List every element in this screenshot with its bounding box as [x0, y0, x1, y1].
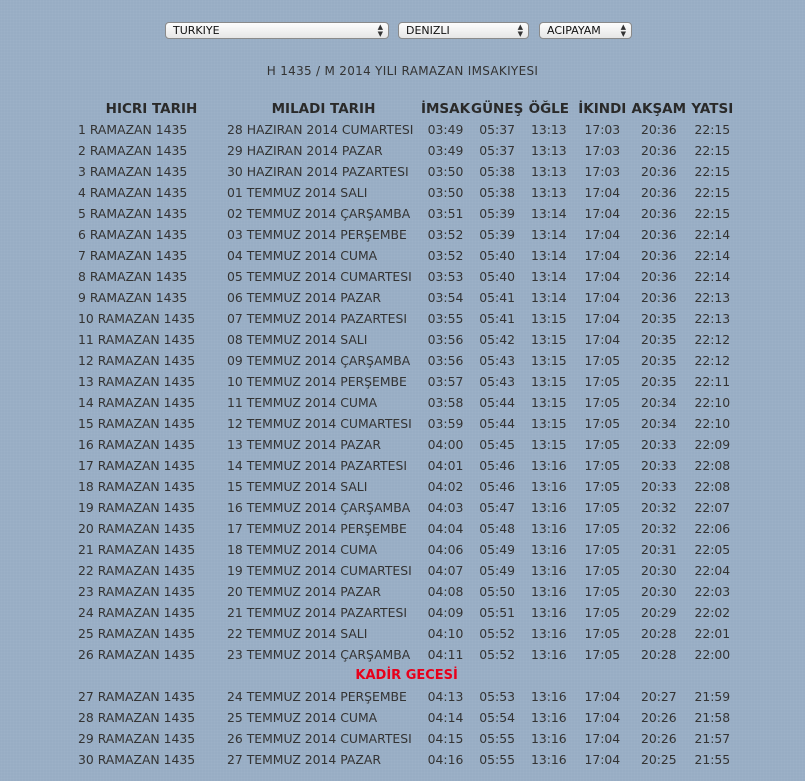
miladi-date: 06 TEMMUZ 2014 PAZAR	[227, 290, 381, 305]
time-gunes: 05:52	[479, 647, 515, 662]
miladi-date: 12 TEMMUZ 2014 CUMARTESI	[227, 416, 412, 431]
time-ogle: 13:16	[530, 458, 567, 473]
time-ikindi: 17:03	[584, 122, 621, 137]
miladi-date: 11 TEMMUZ 2014 CUMA	[227, 395, 378, 410]
miladi-date: 20 TEMMUZ 2014 PAZAR	[227, 584, 381, 599]
time-imsak: 04:03	[427, 500, 464, 515]
miladi-date: 07 TEMMUZ 2014 PAZARTESI	[227, 311, 407, 326]
district-select[interactable]	[539, 22, 632, 39]
table-row	[76, 560, 737, 581]
miladi-date: 13 TEMMUZ 2014 PAZAR	[227, 437, 381, 452]
table-row	[76, 371, 737, 392]
hicri-date: 10 RAMAZAN 1435	[78, 311, 196, 326]
updown-arrows-icon: ▲ ▼	[517, 23, 523, 38]
miladi-date: 22 TEMMUZ 2014 SALI	[227, 626, 368, 641]
time-gunes: 05:44	[479, 395, 515, 410]
miladi-date: 19 TEMMUZ 2014 CUMARTESI	[227, 563, 412, 578]
hicri-date: 30 RAMAZAN 1435	[78, 752, 196, 767]
time-aksam: 20:30	[640, 563, 677, 578]
time-ogle: 13:13	[530, 164, 567, 179]
time-aksam: 20:31	[640, 542, 677, 557]
time-ikindi: 17:05	[584, 353, 621, 368]
time-imsak: 03:59	[427, 416, 464, 431]
table-row	[76, 686, 737, 707]
time-aksam: 20:36	[640, 143, 677, 158]
table-row	[76, 119, 737, 140]
time-aksam: 20:30	[640, 584, 677, 599]
time-aksam: 20:26	[640, 731, 677, 746]
time-ogle: 13:13	[530, 122, 567, 137]
time-yatsi: 21:58	[694, 710, 731, 725]
time-yatsi: 22:15	[694, 122, 731, 137]
header-miladi: MILADI TARIH	[271, 101, 376, 117]
time-yatsi: 22:14	[694, 227, 731, 242]
hicri-date: 6 RAMAZAN 1435	[78, 227, 188, 242]
time-gunes: 05:39	[479, 206, 515, 221]
time-ikindi: 17:03	[584, 164, 621, 179]
miladi-date: 28 HAZIRAN 2014 CUMARTESI	[227, 122, 414, 137]
time-ogle: 13:14	[530, 227, 567, 242]
time-imsak: 03:50	[427, 164, 464, 179]
time-gunes: 05:40	[479, 248, 515, 263]
time-imsak: 03:52	[427, 248, 464, 263]
time-yatsi: 21:55	[694, 752, 731, 767]
time-ikindi: 17:04	[584, 731, 621, 746]
time-aksam: 20:35	[640, 311, 677, 326]
time-aksam: 20:36	[640, 290, 677, 305]
time-ogle: 13:14	[530, 269, 567, 284]
hicri-date: 11 RAMAZAN 1435	[78, 332, 196, 347]
time-yatsi: 22:09	[694, 437, 731, 452]
time-gunes: 05:37	[479, 122, 515, 137]
district-select-value: ACIPAYAM	[547, 24, 601, 37]
time-ikindi: 17:05	[584, 416, 621, 431]
hicri-date: 27 RAMAZAN 1435	[78, 689, 196, 704]
time-yatsi: 22:14	[694, 269, 731, 284]
time-ikindi: 17:04	[584, 311, 621, 326]
time-imsak: 03:54	[427, 290, 464, 305]
time-ogle: 13:16	[530, 689, 567, 704]
time-yatsi: 22:15	[694, 143, 731, 158]
miladi-date: 21 TEMMUZ 2014 PAZARTESI	[227, 605, 407, 620]
time-aksam: 20:36	[640, 248, 677, 263]
hicri-date: 28 RAMAZAN 1435	[78, 710, 196, 725]
time-yatsi: 22:03	[694, 584, 731, 599]
time-gunes: 05:38	[479, 164, 515, 179]
time-imsak: 03:49	[427, 143, 464, 158]
table-row	[76, 266, 737, 287]
time-imsak: 04:09	[427, 605, 464, 620]
country-select-value: TURKIYE	[173, 24, 220, 37]
header-ikindi: İKINDI	[578, 101, 627, 117]
time-gunes: 05:41	[479, 290, 515, 305]
time-imsak: 03:52	[427, 227, 464, 242]
time-yatsi: 22:07	[694, 500, 731, 515]
hicri-date: 13 RAMAZAN 1435	[78, 374, 196, 389]
time-yatsi: 22:10	[694, 395, 731, 410]
hicri-date: 5 RAMAZAN 1435	[78, 206, 188, 221]
miladi-date: 10 TEMMUZ 2014 PERŞEMBE	[227, 374, 407, 389]
hicri-date: 21 RAMAZAN 1435	[78, 542, 196, 557]
table-row	[76, 350, 737, 371]
time-yatsi: 22:08	[694, 458, 731, 473]
table-row	[76, 749, 737, 770]
miladi-date: 03 TEMMUZ 2014 PERŞEMBE	[227, 227, 407, 242]
table-row	[76, 308, 737, 329]
miladi-date: 08 TEMMUZ 2014 SALI	[227, 332, 368, 347]
time-ogle: 13:16	[530, 479, 567, 494]
time-ikindi: 17:04	[584, 290, 621, 305]
table-row	[76, 644, 737, 665]
time-imsak: 04:04	[427, 521, 464, 536]
time-ikindi: 17:05	[584, 626, 621, 641]
time-gunes: 05:42	[479, 332, 515, 347]
time-aksam: 20:33	[640, 479, 677, 494]
time-gunes: 05:47	[479, 500, 515, 515]
time-ogle: 13:16	[530, 521, 567, 536]
time-gunes: 05:37	[479, 143, 515, 158]
time-ogle: 13:16	[530, 584, 567, 599]
time-gunes: 05:43	[479, 353, 515, 368]
hicri-date: 29 RAMAZAN 1435	[78, 731, 196, 746]
time-imsak: 04:01	[427, 458, 464, 473]
time-imsak: 03:58	[427, 395, 464, 410]
time-imsak: 04:00	[427, 437, 464, 452]
time-ikindi: 17:04	[584, 227, 621, 242]
time-imsak: 03:56	[427, 353, 464, 368]
time-imsak: 04:06	[427, 542, 464, 557]
time-ogle: 13:16	[530, 731, 567, 746]
time-ikindi: 17:05	[584, 521, 621, 536]
table-row	[76, 329, 737, 350]
hicri-date: 3 RAMAZAN 1435	[78, 164, 188, 179]
time-aksam: 20:29	[640, 605, 677, 620]
time-ogle: 13:16	[530, 647, 567, 662]
hicri-date: 9 RAMAZAN 1435	[78, 290, 188, 305]
time-ogle: 13:14	[530, 248, 567, 263]
table-row	[76, 518, 737, 539]
table-row	[76, 707, 737, 728]
page-title: H 1435 / M 2014 YILI RAMAZAN IMSAKIYESI	[266, 64, 539, 78]
time-ogle: 13:16	[530, 563, 567, 578]
time-yatsi: 22:11	[694, 374, 731, 389]
country-select[interactable]	[165, 22, 389, 39]
time-gunes: 05:48	[479, 521, 515, 536]
time-gunes: 05:44	[479, 416, 515, 431]
header-ogle: ÖĞLE	[528, 101, 569, 117]
time-aksam: 20:36	[640, 122, 677, 137]
time-ogle: 13:15	[530, 332, 567, 347]
time-yatsi: 22:08	[694, 479, 731, 494]
hicri-date: 14 RAMAZAN 1435	[78, 395, 196, 410]
hicri-date: 2 RAMAZAN 1435	[78, 143, 188, 158]
imsakiye-table	[76, 99, 737, 770]
hicri-date: 19 RAMAZAN 1435	[78, 500, 196, 515]
table-row	[76, 455, 737, 476]
location-selectors	[0, 22, 805, 41]
time-ogle: 13:16	[530, 626, 567, 641]
time-ogle: 13:16	[530, 710, 567, 725]
time-gunes: 05:49	[479, 563, 515, 578]
time-ogle: 13:16	[530, 500, 567, 515]
miladi-date: 23 TEMMUZ 2014 ÇARŞAMBA	[227, 647, 411, 662]
time-yatsi: 22:02	[694, 605, 731, 620]
table-header-row	[76, 99, 737, 119]
city-select-value: DENIZLI	[406, 24, 450, 37]
time-imsak: 03:56	[427, 332, 464, 347]
time-ikindi: 17:05	[584, 605, 621, 620]
time-imsak: 03:53	[427, 269, 464, 284]
time-aksam: 20:32	[640, 521, 677, 536]
hicri-date: 16 RAMAZAN 1435	[78, 437, 196, 452]
time-yatsi: 21:59	[694, 689, 731, 704]
time-yatsi: 22:13	[694, 311, 731, 326]
hicri-date: 24 RAMAZAN 1435	[78, 605, 196, 620]
time-ogle: 13:15	[530, 437, 567, 452]
kadir-gecesi-row	[76, 665, 737, 686]
time-aksam: 20:33	[640, 437, 677, 452]
time-aksam: 20:28	[640, 626, 677, 641]
time-imsak: 03:55	[427, 311, 464, 326]
hicri-date: 18 RAMAZAN 1435	[78, 479, 196, 494]
hicri-date: 22 RAMAZAN 1435	[78, 563, 196, 578]
table-row	[76, 413, 737, 434]
time-aksam: 20:34	[640, 416, 677, 431]
table-row	[76, 623, 737, 644]
time-aksam: 20:34	[640, 395, 677, 410]
miladi-date: 24 TEMMUZ 2014 PERŞEMBE	[227, 689, 407, 704]
miladi-date: 30 HAZIRAN 2014 PAZARTESI	[227, 164, 409, 179]
time-imsak: 04:14	[427, 710, 464, 725]
time-gunes: 05:51	[479, 605, 515, 620]
updown-arrows-icon: ▲ ▼	[620, 23, 626, 38]
time-ikindi: 17:05	[584, 458, 621, 473]
table-row	[76, 224, 737, 245]
time-ikindi: 17:04	[584, 185, 621, 200]
miladi-date: 16 TEMMUZ 2014 ÇARŞAMBA	[227, 500, 411, 515]
hicri-date: 15 RAMAZAN 1435	[78, 416, 196, 431]
time-yatsi: 22:15	[694, 164, 731, 179]
time-imsak: 04:16	[427, 752, 464, 767]
time-ogle: 13:15	[530, 311, 567, 326]
time-yatsi: 22:12	[694, 332, 731, 347]
time-yatsi: 22:04	[694, 563, 731, 578]
time-aksam: 20:26	[640, 710, 677, 725]
time-imsak: 03:49	[427, 122, 464, 137]
time-gunes: 05:41	[479, 311, 515, 326]
time-ogle: 13:14	[530, 206, 567, 221]
time-imsak: 04:07	[427, 563, 464, 578]
time-ogle: 13:15	[530, 395, 567, 410]
table-row	[76, 203, 737, 224]
time-aksam: 20:33	[640, 458, 677, 473]
time-imsak: 04:11	[427, 647, 464, 662]
time-ikindi: 17:05	[584, 584, 621, 599]
table-row	[76, 497, 737, 518]
time-ikindi: 17:05	[584, 542, 621, 557]
time-ikindi: 17:05	[584, 437, 621, 452]
time-ogle: 13:14	[530, 290, 567, 305]
header-imsak: İMSAK	[420, 101, 471, 117]
miladi-date: 18 TEMMUZ 2014 CUMA	[227, 542, 378, 557]
time-ogle: 13:13	[530, 185, 567, 200]
updown-arrows-icon: ▲ ▼	[377, 23, 383, 38]
time-gunes: 05:55	[479, 752, 515, 767]
time-ikindi: 17:05	[584, 647, 621, 662]
table-row	[76, 245, 737, 266]
time-ikindi: 17:03	[584, 143, 621, 158]
time-imsak: 03:51	[427, 206, 464, 221]
time-yatsi: 22:15	[694, 185, 731, 200]
header-gunes: GÜNEŞ	[471, 101, 524, 117]
time-gunes: 05:49	[479, 542, 515, 557]
time-yatsi: 22:12	[694, 353, 731, 368]
hicri-date: 7 RAMAZAN 1435	[78, 248, 188, 263]
miladi-date: 25 TEMMUZ 2014 CUMA	[227, 710, 378, 725]
time-aksam: 20:36	[640, 269, 677, 284]
time-yatsi: 22:10	[694, 416, 731, 431]
table-row	[76, 602, 737, 623]
miladi-date: 02 TEMMUZ 2014 ÇARŞAMBA	[227, 206, 411, 221]
time-ogle: 13:16	[530, 752, 567, 767]
time-aksam: 20:36	[640, 227, 677, 242]
time-gunes: 05:40	[479, 269, 515, 284]
table-row	[76, 161, 737, 182]
time-aksam: 20:25	[640, 752, 677, 767]
miladi-date: 09 TEMMUZ 2014 ÇARŞAMBA	[227, 353, 411, 368]
city-select[interactable]	[398, 22, 529, 39]
time-gunes: 05:50	[479, 584, 515, 599]
time-ogle: 13:15	[530, 353, 567, 368]
time-gunes: 05:38	[479, 185, 515, 200]
time-gunes: 05:45	[479, 437, 515, 452]
time-ikindi: 17:05	[584, 500, 621, 515]
time-gunes: 05:55	[479, 731, 515, 746]
miladi-date: 01 TEMMUZ 2014 SALI	[227, 185, 368, 200]
time-gunes: 05:43	[479, 374, 515, 389]
time-imsak: 04:02	[427, 479, 464, 494]
time-ikindi: 17:04	[584, 710, 621, 725]
time-gunes: 05:54	[479, 710, 515, 725]
header-yatsi: YATSI	[691, 101, 734, 117]
miladi-date: 26 TEMMUZ 2014 CUMARTESI	[227, 731, 412, 746]
table-row	[76, 581, 737, 602]
header-aksam: AKŞAM	[631, 101, 687, 117]
miladi-date: 15 TEMMUZ 2014 SALI	[227, 479, 368, 494]
miladi-date: 17 TEMMUZ 2014 PERŞEMBE	[227, 521, 407, 536]
time-ikindi: 17:04	[584, 248, 621, 263]
time-yatsi: 22:06	[694, 521, 731, 536]
time-gunes: 05:39	[479, 227, 515, 242]
table-row	[76, 539, 737, 560]
hicri-date: 23 RAMAZAN 1435	[78, 584, 196, 599]
hicri-date: 20 RAMAZAN 1435	[78, 521, 196, 536]
miladi-date: 14 TEMMUZ 2014 PAZARTESI	[227, 458, 407, 473]
time-aksam: 20:35	[640, 353, 677, 368]
time-aksam: 20:27	[640, 689, 677, 704]
table-row	[76, 434, 737, 455]
time-yatsi: 21:57	[694, 731, 731, 746]
time-ogle: 13:15	[530, 374, 567, 389]
time-yatsi: 22:00	[694, 647, 731, 662]
hicri-date: 4 RAMAZAN 1435	[78, 185, 188, 200]
time-yatsi: 22:15	[694, 206, 731, 221]
time-imsak: 04:15	[427, 731, 464, 746]
miladi-date: 27 TEMMUZ 2014 PAZAR	[227, 752, 381, 767]
time-ikindi: 17:04	[584, 206, 621, 221]
time-ikindi: 17:05	[584, 395, 621, 410]
miladi-date: 05 TEMMUZ 2014 CUMARTESI	[227, 269, 412, 284]
time-imsak: 04:13	[427, 689, 464, 704]
time-imsak: 03:57	[427, 374, 464, 389]
kadir-gecesi-label: KADİR GECESİ	[355, 668, 458, 683]
time-yatsi: 22:05	[694, 542, 731, 557]
time-ikindi: 17:04	[584, 689, 621, 704]
time-aksam: 20:35	[640, 332, 677, 347]
time-gunes: 05:46	[479, 479, 515, 494]
time-aksam: 20:35	[640, 374, 677, 389]
hicri-date: 25 RAMAZAN 1435	[78, 626, 196, 641]
time-ogle: 13:16	[530, 542, 567, 557]
time-gunes: 05:46	[479, 458, 515, 473]
time-ikindi: 17:04	[584, 752, 621, 767]
time-yatsi: 22:13	[694, 290, 731, 305]
time-imsak: 04:08	[427, 584, 464, 599]
time-aksam: 20:36	[640, 185, 677, 200]
time-ogle: 13:16	[530, 605, 567, 620]
time-ikindi: 17:04	[584, 269, 621, 284]
time-ogle: 13:13	[530, 143, 567, 158]
hicri-date: 17 RAMAZAN 1435	[78, 458, 196, 473]
table-body	[76, 119, 737, 770]
table-row	[76, 287, 737, 308]
time-yatsi: 22:01	[694, 626, 731, 641]
time-ikindi: 17:05	[584, 563, 621, 578]
time-yatsi: 22:14	[694, 248, 731, 263]
time-aksam: 20:32	[640, 500, 677, 515]
time-aksam: 20:36	[640, 206, 677, 221]
time-ikindi: 17:05	[584, 479, 621, 494]
table-row	[76, 728, 737, 749]
time-ogle: 13:15	[530, 416, 567, 431]
miladi-date: 04 TEMMUZ 2014 CUMA	[227, 248, 378, 263]
table-row	[76, 182, 737, 203]
header-hicri: HICRI TARIH	[105, 101, 198, 117]
hicri-date: 12 RAMAZAN 1435	[78, 353, 196, 368]
table-row	[76, 476, 737, 497]
time-imsak: 03:50	[427, 185, 464, 200]
time-aksam: 20:36	[640, 164, 677, 179]
table-row	[76, 140, 737, 161]
time-ikindi: 17:05	[584, 374, 621, 389]
hicri-date: 26 RAMAZAN 1435	[78, 647, 196, 662]
hicri-date: 8 RAMAZAN 1435	[78, 269, 188, 284]
time-gunes: 05:52	[479, 626, 515, 641]
table-row	[76, 392, 737, 413]
time-aksam: 20:28	[640, 647, 677, 662]
hicri-date: 1 RAMAZAN 1435	[78, 122, 188, 137]
time-ikindi: 17:04	[584, 332, 621, 347]
miladi-date: 29 HAZIRAN 2014 PAZAR	[227, 143, 383, 158]
time-imsak: 04:10	[427, 626, 464, 641]
time-gunes: 05:53	[479, 689, 515, 704]
